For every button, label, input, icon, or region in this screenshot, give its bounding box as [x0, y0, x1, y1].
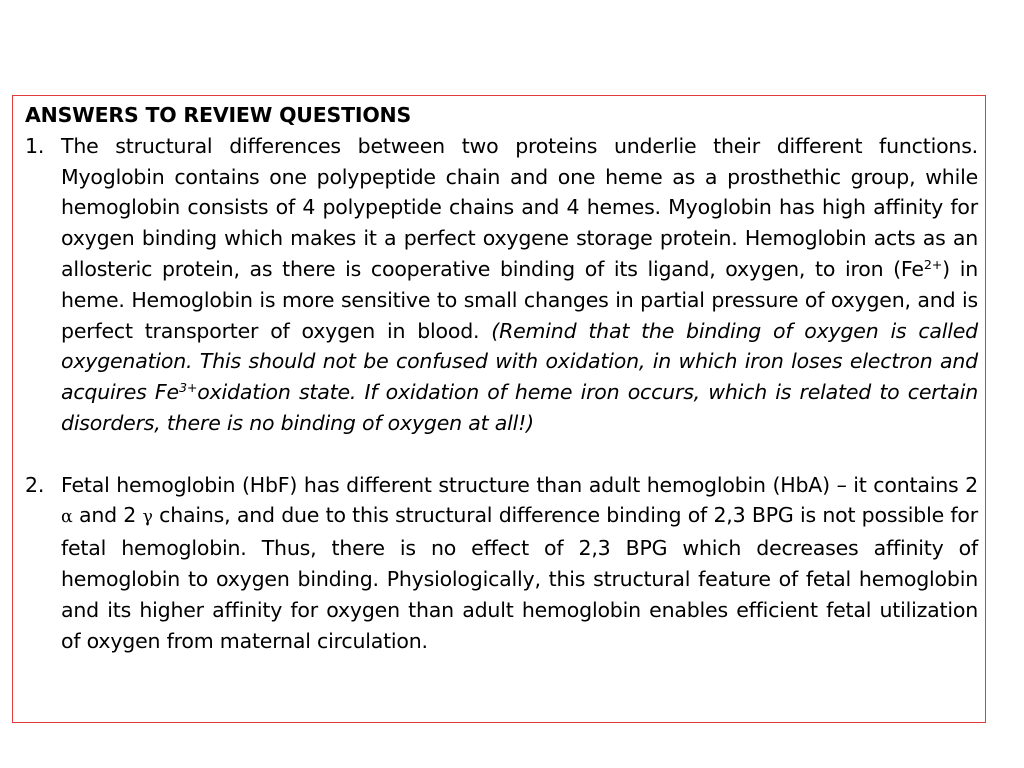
answer-2 [25, 470, 978, 657]
answer-1-number: 1. [25, 133, 45, 158]
alpha-symbol: α [61, 507, 73, 528]
answer-1-fe3-charge: 3+ [178, 380, 198, 396]
answer-2-text-a: Fetal hemoglobin (HbF) has different structure than adult hemoglobin (HbA) – it contains 2 [61, 472, 978, 497]
answer-1-text-b: ) in heme. Hemoglobin is more sensitive to small changes in partial pressure of oxygen, and is perfect transporter of oxygen in blood. [61, 256, 978, 343]
answer-2-text-c: chains, and due to this structural difference binding of 2,3 BPG is not possible for fetal hemoglobin. Thus, there is no effect of 2,3 BPG which decreases affinity of hemoglobin to oxygen binding. Physiologically, this structural feature of fetal hemoglobin and its higher affinity for oxygen than adult hemoglobin enables efficient fetal utilization of oxygen from maternal circulation. [61, 503, 978, 653]
answer-2-text-b: and 2 [72, 503, 143, 528]
section-heading: ANSWERS TO REVIEW QUESTIONS [25, 103, 412, 127]
paragraph-gap [25, 439, 978, 470]
answer-1-fe2-charge: 2+ [923, 257, 943, 272]
answer-1-note-a: (Remind that the binding of oxygen is called oxygenation. This should not be confused with oxidation, in which iron loses electron and acquires Fe [61, 318, 978, 405]
answer-2-number: 2. [25, 472, 45, 497]
answer-1-text-a: The structural differences between two proteins underlie their different functions. Myoglobin contains one polypeptide chain and one heme as a prosthethic group, while hemoglobin consists of 4 polypeptide chains and 4 hemes. Myoglobin has high affinity for oxygen binding which makes it a perfect oxygene storage protein. Hemoglobin acts as an allosteric protein, as there is cooperative binding of its ligand, oxygen, to iron (Fe [61, 133, 978, 281]
answers-section [25, 100, 978, 656]
answer-1 [25, 131, 978, 439]
gamma-symbol: γ [142, 507, 153, 528]
answer-1-note-b: oxidation state. If oxidation of heme iron occurs, which is related to certain disorders, there is no binding of oxygen at all!) [61, 380, 978, 435]
